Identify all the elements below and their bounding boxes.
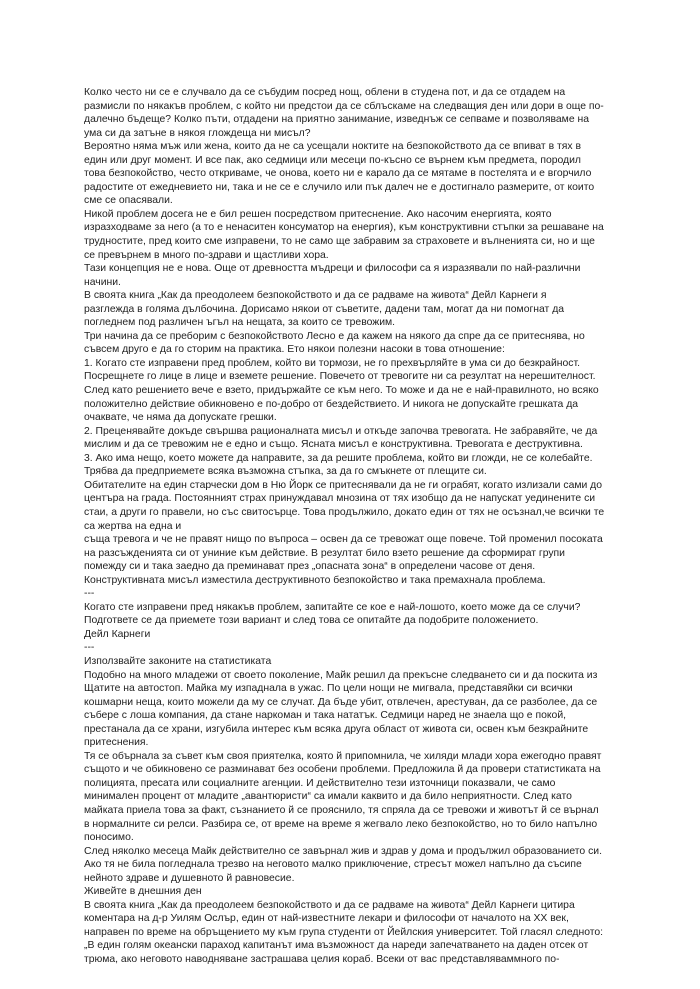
- text-line: далечно бъдеще? Колко пъти, отдадени на приятно занимание, изведнъж се сепваме и позволяваме на: [84, 114, 590, 126]
- text-line: това безпокойство, често откриваме, че онова, което ни е карало да се мятаме в постелята и е вгорчило: [84, 168, 592, 180]
- text-line: минимален процент от младите „авантюристи“ са имали каквито и да било неприятности. След като: [84, 791, 572, 803]
- document-text: [84, 86, 624, 967]
- text-line: 3. Ако има нещо, което можете да направите, за да решите проблема, който ви гложди, не се колебайте.: [84, 452, 593, 464]
- text-line: в нормалните си релси. Разбира се, от време на време я жегвало леко безпокойство, но то било напълно: [84, 818, 598, 830]
- text-line: трюма, ако неговото наводняване застрашава целия кораб. Всеки от вас представляваммного по-: [84, 954, 560, 965]
- text-line: нейното здраве и душевното й равновесие.: [84, 872, 295, 884]
- text-line: Три начина да се преборим с безпокойството Лесно е да кажем на някого да спре да се притеснява, но: [84, 330, 585, 342]
- text-line: сме се опасявали.: [84, 195, 173, 207]
- text-line: положително действие обикновено е по-добро от бездействието. И никога не допускайте грешката да: [84, 398, 579, 410]
- text-line: разглежда в голяма дълбочина. Дорисамо някои от съветите, дадени там, могат да ни помогнат да: [84, 303, 565, 315]
- text-line: погледнем под различен ъгъл на нещата, за които се тревожим.: [84, 317, 396, 329]
- text-line: притеснения.: [84, 737, 149, 749]
- text-line: изразходваме за него (а то е ненаситен консуматор на енергия), към конструктивни стъпки за решаване на: [84, 222, 604, 234]
- text-line: 1. Когато сте изправени пред проблем, който ви тормози, не го прехвърляйте в ума си до безкрайност.: [84, 357, 580, 369]
- text-line: същото и че обикновено се разминават без особени проблеми. Предложила й да провери статистиката на: [84, 764, 601, 776]
- text-line: ---: [84, 588, 95, 600]
- text-line: майката приела това за факт, съзнанието й се прояснило, тя спряла да се тревожи и животът й се върнал: [84, 804, 599, 816]
- text-line: Подгответе се да приемете този вариант и след това се опитайте да подобрите положението.: [84, 615, 539, 627]
- text-line: 2. Преценявайте докъде свършва рационалната мисъл и откъде започва тревогата. Не забравяйте, че да: [84, 425, 598, 437]
- text-line: Тази концепция не е нова. Още от древността мъдреци и философи са я изразявали по най-различни: [84, 263, 581, 275]
- text-line: мислим и да се тревожим не е едно и също. Ясната мисъл е конструктивна. Тревогата е деструктивна.: [84, 439, 583, 451]
- text-line: един или друг момент. И все пак, ако седмици или месеци по-късно се върнем към предмета, породил: [84, 154, 581, 166]
- text-line: начини.: [84, 276, 121, 288]
- text-line: престанала да се храни, изгубила интерес към всяка друга област от живота си, освен към безкрайните: [84, 723, 589, 735]
- text-line: Живейте в днешния ден: [84, 886, 202, 898]
- text-line: на разсъжденията си от униние към действие. В резултат било взето решение да сформират групи: [84, 547, 565, 559]
- text-line: Посрещнете го лице в лице и вземете решение. Повечето от тревогите ни са резултат на нерешителност.: [84, 371, 596, 383]
- text-line: помежду си и така заедно да преминават през „опасната зона“ в определени часове от деня.: [84, 561, 536, 573]
- text-line: се превърнем в много по-здрави и щастливи хора.: [84, 249, 329, 261]
- text-line: направен по време на обръщението му към група студенти от Йейлския университет. Той гласял следното:: [84, 926, 604, 938]
- text-line: Подобно на много младежи от своето поколение, Майк решил да прекъсне следването си и да поскита из: [84, 669, 598, 681]
- text-line: Конструктивната мисъл изместила деструктивното безпокойство и така премахнала проблема.: [84, 574, 546, 586]
- text-line: са жертва на една и: [84, 520, 182, 532]
- text-line: съща тревога и че не правят нищо по въпроса – освен да се тревожат още повече. Той променил посоката: [84, 534, 603, 546]
- text-line: „В един голям океански параход капитанът има възможност да нареди запечатването на даден отсек от: [84, 940, 589, 952]
- text-line: очаквате, че няма да допускате грешки.: [84, 412, 277, 424]
- text-line: поносимо.: [84, 832, 134, 844]
- text-line: В своята книга „Как да преодолеем безпокойството и да се радваме на живота“ Дейл Карнеги цитира: [84, 899, 575, 911]
- text-line: След като решението вече е взето, придържайте се към него. То може и да не е най-правилното, но всяко: [84, 385, 599, 397]
- text-line: Трябва да предприемете всяка възможна стъпка, за да го смъкнете от плещите си.: [84, 466, 487, 478]
- text-line: Вероятно няма мъж или жена, които да не са усещали ноктите на безпокойството да се впиват в тях в: [84, 141, 581, 153]
- text-line: коментара на д-р Уилям Ослър, един от най-известните лекари и философи от началото на XX век,: [84, 913, 569, 925]
- text-line: съвсем друго е да го сторим на практика. Ето някои полезни насоки в това отношение:: [84, 344, 505, 356]
- text-line: ---: [84, 642, 95, 654]
- text-line: В своята книга „Как да преодолеем безпокойството и да се радваме на живота“ Дейл Карнеги я: [84, 290, 547, 302]
- text-line: Щатите на автостоп. Майка му изпаднала в ужас. По цели нощи не мигвала, представяйки си всички: [84, 683, 573, 695]
- text-line: центъра на града. Постоянният страх принуждавал мнозина от тях изобщо да не напускат уединените си: [84, 493, 596, 505]
- text-line: Тя се обърнала за съвет към своя приятелка, която й припомнила, че хиляди млади хора ежегодно правят: [84, 750, 602, 762]
- text-line: кошмарни неща, които можели да му се случат. Да бъде убит, отвлечен, арестуван, да се разболее, да се: [84, 696, 598, 708]
- text-line: полицията, пресата или социалните агенции. И действително тези източници показвали, че само: [84, 777, 556, 789]
- text-line: трудностите, пред които сме изправени, то не само ще забравим за страховете и вълненията си, но и ще: [84, 236, 595, 248]
- text-line: ума си да затъне в някоя глождеща ни мисъл?: [84, 127, 311, 139]
- text-line: Използвайте законите на статистиката: [84, 655, 272, 667]
- text-line: Когато сте изправени пред някакъв проблем, запитайте се кое е най-лошото, което може да се случи?: [84, 601, 581, 613]
- text-line: радостите от ежедневието ни, така и не се е случило или пък далеч не е достигнало размерите, от които: [84, 181, 595, 193]
- text-line: събере с лоша компания, да стане наркоман и така нататък. Седмици наред не знаела що е покой,: [84, 710, 567, 722]
- text-line: размисли по някакъв проблем, с който ни предстои да се сблъскаме на следващия ден или дори в още по-: [84, 100, 604, 112]
- text-line: След няколко месеца Майк действително се завърнал жив и здрав у дома и продължил образованието си.: [84, 845, 602, 857]
- text-line: Дейл Карнеги: [84, 628, 151, 640]
- text-line: Ако тя не била погледнала трезво на неговото малко приключение, стресът можел напълно да съсипе: [84, 859, 582, 871]
- text-line: Никой проблем досега не е бил решен посредством притеснение. Ако насочим енергията, която: [84, 208, 552, 220]
- text-line: Колко често ни се е случвало да се събудим посред нощ, облени в студена пот, и да се отдадем на: [84, 87, 566, 98]
- text-line: Обитателите на един старчески дом в Ню Йорк се притеснявали да не ги ограбят, когато излизали сами до: [84, 479, 603, 491]
- text-line: стаи, а други го правели, но със свитосърце. Това продължило, докато един от тях не осъзнал,че всички те: [84, 506, 605, 518]
